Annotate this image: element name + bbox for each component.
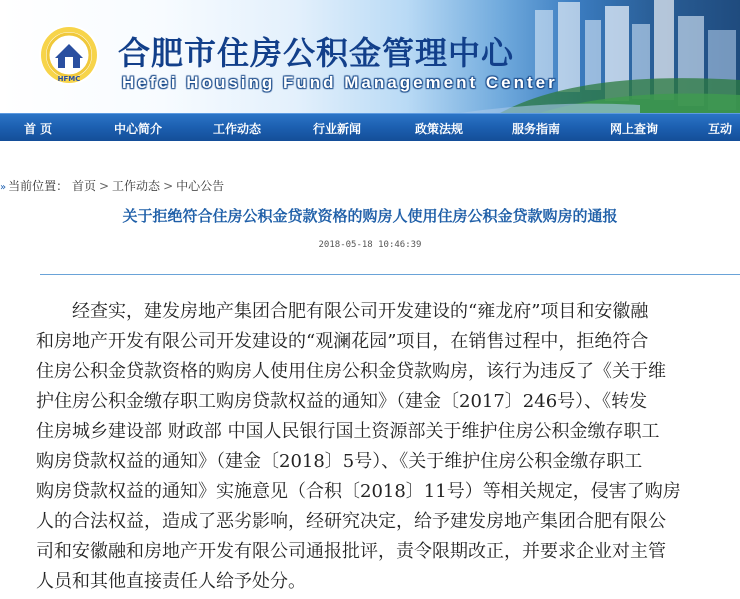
nav-item-online-query[interactable]: 网上查询 <box>610 122 659 136</box>
logo-text: HFMC <box>57 75 81 83</box>
breadcrumb-home[interactable]: 首页 <box>71 179 96 193</box>
site-title: 合肥市住房公积金管理中心 <box>118 34 515 72</box>
title-divider <box>40 274 740 275</box>
breadcrumb-work-news[interactable]: 工作动态 <box>112 179 161 193</box>
nav-item-service-guide[interactable]: 服务指南 <box>512 122 561 136</box>
article-date: 2018-05-18 10:46:39 <box>318 240 422 250</box>
article-body <box>36 297 736 597</box>
article-line: 住房公积金贷款资格的购房人使用住房公积金贷款购房，该行为违反了《关于维 <box>36 361 666 382</box>
article-line: 购房贷款权益的通知》实施意见（合积〔2018〕11号）等相关规定，侵害了购房 <box>36 481 681 502</box>
article-line: 人员和其他直接责任人给予处分。 <box>36 571 306 592</box>
hfmc-logo <box>38 24 100 86</box>
nav-item-policy[interactable]: 政策法规 <box>415 122 464 136</box>
nav-item-home[interactable]: 首 页 <box>24 122 53 136</box>
article-line: 司和安徽融和房地产开发有限公司通报批评，责令限期改正，并要求企业对主管 <box>36 541 666 562</box>
article-line: 和房地产开发有限公司开发建设的“观澜花园”项目，在销售过程中，拒绝符合 <box>36 331 649 352</box>
breadcrumb-center-notice[interactable]: 中心公告 <box>176 179 225 193</box>
article-paragraph <box>36 297 736 597</box>
article-line: 住房城乡建设部 财政部 中国人民银行国土资源部关于维护住房公积金缴存职工 <box>36 421 660 442</box>
nav-item-work-news[interactable]: 工作动态 <box>213 122 262 136</box>
article-line: 经查实，建发房地产集团合肥有限公司开发建设的“雍龙府”项目和安徽融 <box>36 301 649 322</box>
breadcrumb-separator: > <box>98 179 110 193</box>
nav-item-about[interactable]: 中心简介 <box>114 122 163 136</box>
breadcrumb-arrow-icon: » <box>0 182 7 193</box>
nav-item-industry-news[interactable]: 行业新闻 <box>313 122 362 136</box>
article-line: 护住房公积金缴存职工购房贷款权益的通知》（建金〔2017〕246号）、《转发 <box>36 391 648 412</box>
main-nav <box>0 113 740 141</box>
article-line: 人的合法权益，造成了恶劣影响，经研究决定，给予建发房地产集团合肥有限公 <box>36 511 666 532</box>
article-line: 购房贷款权益的通知》（建金〔2018〕5号）、《关于维护住房公积金缴存职工 <box>36 451 643 472</box>
article-title: 关于拒绝符合住房公积金贷款资格的购房人使用住房公积金贷款购房的通报 <box>122 207 618 225</box>
site-banner <box>0 0 740 113</box>
breadcrumb-prefix: 当前位置： <box>8 179 69 193</box>
breadcrumb-separator: > <box>163 179 174 193</box>
nav-item-interaction[interactable]: 互动 <box>708 122 733 136</box>
site-title-english: Hefei Housing Fund Management Center <box>122 73 558 92</box>
breadcrumb <box>0 177 224 194</box>
